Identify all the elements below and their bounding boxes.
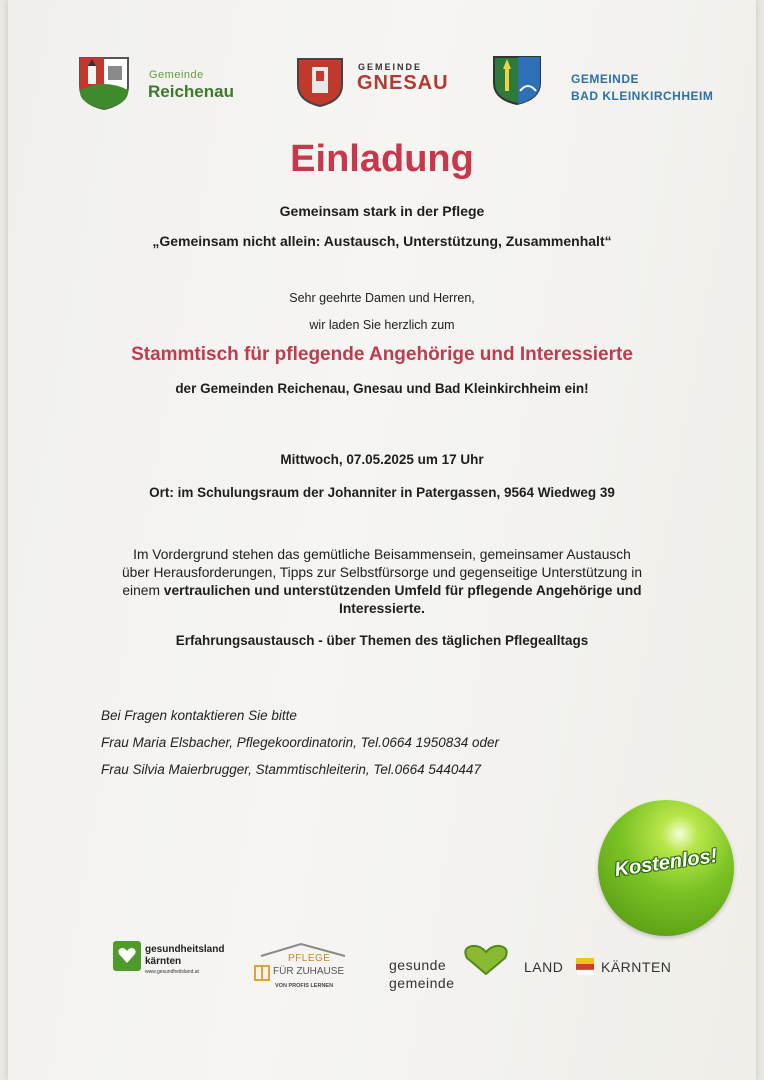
description-line-3-plain: einem [122,583,164,598]
description-line-1: Im Vordergrund stehen das gemütliche Beisammensein, gemeinsamer Austausch [133,547,631,562]
free-badge [598,800,734,936]
event-location: Ort: im Schulungsraum der Johanniter in Patergassen, 9564 Wiedweg 39 [149,485,615,500]
contact-person-1: Frau Maria Elsbacher, Pflegekoordinatorin, Tel.0664 1950834 oder [101,735,500,750]
salutation: Sehr geehrte Damen und Herren, [289,291,475,305]
pflege-line2: FÜR ZUHAUSE [273,966,345,977]
gesundheitsland-line2: kärnten [145,956,182,967]
kleinkirchheim-line2: BAD KLEINKIRCHHEIM [571,89,714,103]
free-badge-text: Kostenlos! [613,844,719,882]
subtitle-quote: „Gemeinsam nicht allein: Austausch, Unterstützung, Zusammenhalt“ [152,233,612,249]
land-label: LAND [524,959,564,975]
description-line-3 [0,582,764,600]
pflege-line1: PFLEGE [288,953,331,964]
gesundheitsland-logo-icon [113,941,141,971]
description-line-3-bold: vertraulichen und unterstützenden Umfeld für pflegende Angehörige und [163,583,642,598]
gesunde-gemeinde-line1: gesunde [389,957,447,973]
description-line-4-bold: Interessierte. [339,601,425,616]
gnesau-crest-icon [296,57,344,107]
invitation-line: wir laden Sie herzlich zum [309,318,455,332]
description-line-4 [0,600,764,618]
event-title: Stammtisch für pflegende Angehörige und Interessierte [131,344,633,365]
pflege-line3: VON PROFIS LERNEN [275,983,334,989]
heart-icon [462,944,510,976]
kaernten-flag-icon [576,958,594,976]
kaernten-label: KÄRNTEN [601,959,672,975]
gnesau-prefix: GEMEINDE [358,62,423,72]
reichenau-crest-icon [78,56,130,110]
page-title: Einladung [290,138,474,180]
gesundheitsland-url: www.gesundheitsland.at [145,969,199,975]
description-line-2: über Herausforderungen, Tipps zur Selbstfürsorge und gegenseitige Unterstützung in [122,565,642,580]
gesundheitsland-line1: gesundheitsland [145,944,225,955]
gesunde-gemeinde-line2: gemeinde [389,975,455,991]
kleinkirchheim-crest-icon [492,55,542,105]
description-paragraph [0,546,764,618]
reichenau-name: Reichenau [148,82,234,101]
gnesau-name: GNESAU [357,72,449,94]
reichenau-prefix: Gemeinde [149,69,204,81]
contact-person-2: Frau Silvia Maierbrugger, Stammtischleiterin, Tel.0664 5440447 [101,762,481,777]
event-date: Mittwoch, 07.05.2025 um 17 Uhr [280,452,484,467]
subtitle-primary: Gemeinsam stark in der Pflege [279,203,485,219]
contact-intro: Bei Fragen kontaktieren Sie bitte [101,708,297,723]
towns-line: der Gemeinden Reichenau, Gnesau und Bad Kleinkirchheim ein! [175,381,589,396]
exchange-line: Erfahrungsaustausch - über Themen des täglichen Pflegealltags [175,633,589,648]
kleinkirchheim-line1: GEMEINDE [571,72,640,86]
